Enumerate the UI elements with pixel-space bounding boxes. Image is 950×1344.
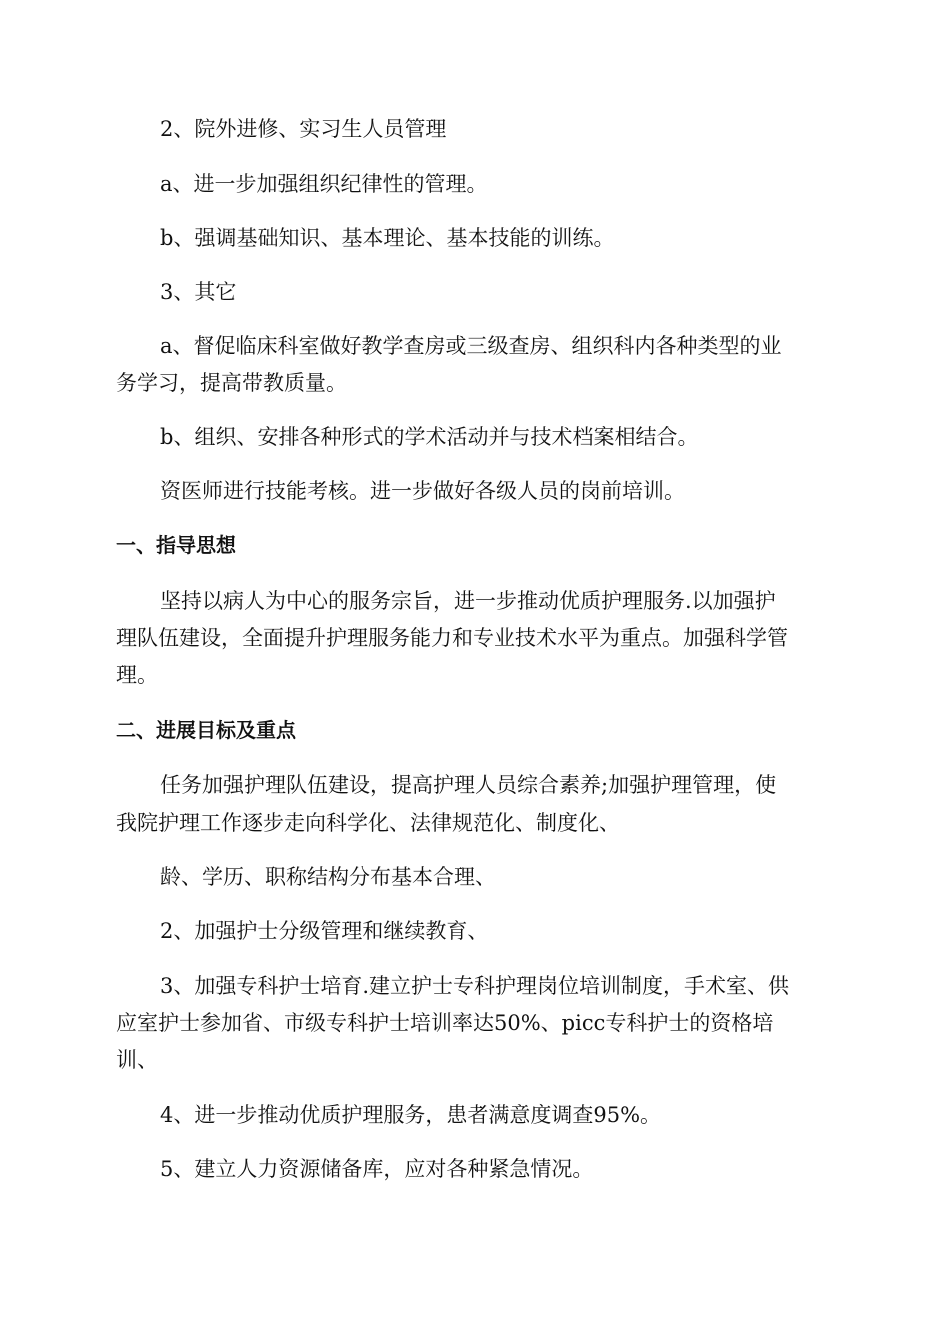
paragraph-line: b、强调基础知识、基本理论、基本技能的训练。 — [160, 226, 615, 250]
paragraph-line: 应室护士参加省、市级专科护士培训率达50%、picc专科护士的资格培 — [116, 1011, 774, 1035]
paragraph-line: 资医师进行技能考核。进一步做好各级人员的岗前培训。 — [160, 479, 685, 503]
paragraph-line: 龄、学历、职称结构分布基本合理、 — [160, 865, 496, 889]
section-heading: 二、进展目标及重点 — [116, 718, 296, 742]
paragraph-line: 5、建立人力资源储备库，应对各种紧急情况。 — [160, 1157, 594, 1181]
paragraph-line: 务学习，提高带教质量。 — [116, 371, 347, 395]
paragraph-line: 坚持以病人为中心的服务宗旨，进一步推动优质护理服务.以加强护 — [160, 589, 776, 613]
paragraph-line: 2、加强护士分级管理和继续教育、 — [160, 919, 489, 943]
paragraph-line: 3、加强专科护士培育.建立护士专科护理岗位培训制度，手术室、供 — [160, 974, 790, 998]
section-heading: 一、指导思想 — [116, 533, 236, 557]
paragraph-line: 2、院外进修、实习生人员管理 — [160, 117, 447, 141]
paragraph-line: 3、其它 — [160, 280, 237, 304]
paragraph-line: 理队伍建设，全面提升护理服务能力和专业技术水平为重点。加强科学管 — [116, 626, 788, 650]
paragraph-line: a、进一步加强组织纪律性的管理。 — [160, 172, 488, 196]
paragraph-line: 任务加强护理队伍建设，提高护理人员综合素养;加强护理管理，使 — [160, 773, 777, 797]
paragraph-line: a、督促临床科室做好教学查房或三级查房、组织科内各种类型的业 — [160, 334, 782, 358]
paragraph-line: 理。 — [116, 663, 158, 687]
paragraph-line: 我院护理工作逐步走向科学化、法律规范化、制度化、 — [116, 811, 620, 835]
paragraph-line: 4、进一步推动优质护理服务，患者满意度调查95%。 — [160, 1103, 662, 1127]
paragraph-line: b、组织、安排各种形式的学术活动并与技术档案相结合。 — [160, 425, 699, 449]
paragraph-line: 训、 — [116, 1048, 158, 1072]
